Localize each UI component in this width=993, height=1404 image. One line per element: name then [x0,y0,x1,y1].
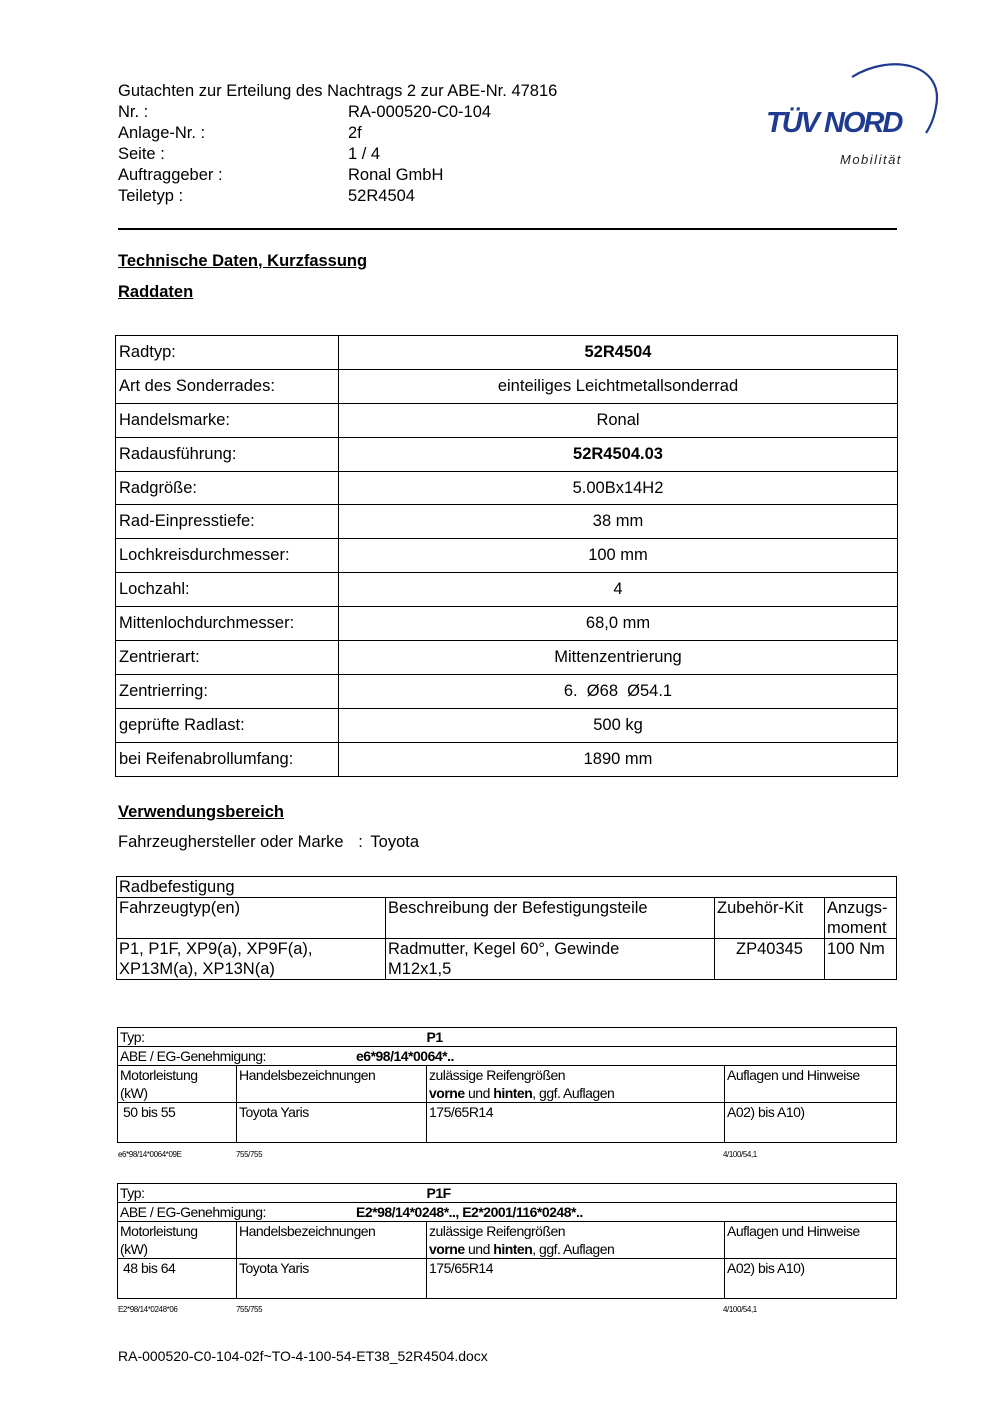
header-row-teiletyp [118,187,415,206]
row-label: Radtyp: [116,336,339,370]
raddaten-table [115,335,898,777]
and-label: und [464,1241,494,1257]
header-row-nr [118,103,491,122]
abe-value: E2*98/14*0248*.., E2*2001/116*0248*.. [356,1204,583,1220]
row-value: Mittenzentrierung [339,641,898,675]
front-label: vorne [429,1085,465,1101]
header-cell: Zubehör-Kit [715,898,825,939]
approval-code: E2*98/14*0248*06 [118,1305,178,1314]
row-label: geprüfte Radlast: [116,708,339,742]
conditions-label: , ggf. Auflagen [532,1241,615,1257]
manufacturer-separator: : [358,833,363,851]
power-cell: 50 bis 55 [118,1103,237,1143]
manufacturer-label: Fahrzeughersteller oder Marke [118,833,344,851]
row-label: Zentrierart: [116,641,339,675]
header-cell: Auflagen und Hinweise [725,1222,897,1259]
header-cell: Handelsbezeichnungen [237,1066,427,1103]
torque-cell: 100 Nm [825,939,897,980]
row-label: bei Reifenabrollumfang: [116,742,339,776]
header-value: Ronal GmbH [348,166,444,184]
table-row [116,437,898,471]
header-cell: Fahrzeugtyp(en) [117,898,386,939]
type-table-p1 [117,1027,897,1143]
header-line [429,1084,722,1102]
types-line: P1, P1F, XP9(a), XP9F(a), [119,940,313,958]
header-value: RA-000520-C0-104 [348,103,492,121]
header-line: (kW) [120,1085,148,1101]
table-row [116,336,898,370]
typ-value: P1F [427,1184,897,1203]
header-label: Nr. : [118,103,149,121]
row-value: 4 [339,573,898,607]
notes-cell: A02) bis A10) [725,1103,897,1143]
table-row [117,877,897,898]
row-value: Ronal [339,403,898,437]
kit-cell: ZP40345 [715,939,825,980]
logo-subtitle: Mobilität [840,152,902,167]
header-row-anlage [118,124,362,143]
row-label: Radausführung: [116,437,339,471]
header-line: zulässige Reifengrößen [429,1067,566,1083]
table-row [116,607,898,641]
logo-brand: TÜV NORD [766,107,902,139]
header-divider [118,228,897,230]
notes-cell: A02) bis A10) [725,1259,897,1299]
names-cell: Toyota Yaris [237,1259,427,1299]
header-cell [427,1066,725,1103]
header-cell: Auflagen und Hinweise [725,1066,897,1103]
type-table-p1f [117,1183,897,1299]
row-label: Lochkreisdurchmesser: [116,539,339,573]
abe-label: ABE / EG-Genehmigung: [120,1048,266,1064]
header-cell: Handelsbezeichnungen [237,1222,427,1259]
header-value: 52R4504 [348,187,415,205]
bolt-pattern-code: 4/100/54,1 [723,1305,757,1314]
table-row [116,369,898,403]
table-title: Radbefestigung [117,877,897,898]
table-row [116,708,898,742]
document-filename: RA-000520-C0-104-02f~TO-4-100-54-ET38_52R4504.docx [118,1348,488,1364]
and-label: und [464,1085,494,1101]
table-header-row [118,1222,897,1259]
rear-label: hinten [493,1241,533,1257]
table-row [116,505,898,539]
approval-code: e6*98/14*0064*09E [118,1150,182,1159]
tyres-cell: 175/65R14 [427,1103,725,1143]
conditions-label: , ggf. Auflagen [532,1085,615,1101]
header-row-auftraggeber [118,166,443,185]
section-title-verwendung: Verwendungsbereich [118,803,284,821]
header-value: 1 / 4 [348,145,381,163]
header-label: Anlage-Nr. : [118,124,206,142]
types-cell [117,939,386,980]
row-value: 1890 mm [339,742,898,776]
abe-cell [118,1047,897,1066]
document-title: Gutachten zur Erteilung des Nachtrags 2 zur ABE-Nr. 47816 [118,82,558,100]
row-value: 52R4504.03 [339,437,898,471]
header-cell: Beschreibung der Befestigungsteile [386,898,715,939]
table-row [118,1259,897,1299]
section-title-raddaten: Raddaten [118,283,194,301]
table-row [116,674,898,708]
row-value: 5.00Bx14H2 [339,471,898,505]
row-label: Lochzahl: [116,573,339,607]
row-label: Mittenlochdurchmesser: [116,607,339,641]
bolt-pattern-code: 4/100/54,1 [723,1150,757,1159]
header-label: Auftraggeber : [118,166,223,184]
section-title-tech: Technische Daten, Kurzfassung [118,252,368,270]
rear-label: hinten [493,1085,533,1101]
header-label: Teiletyp : [118,187,184,205]
table-header-row [117,898,897,939]
load-code: 755/755 [236,1150,263,1159]
table-row [118,1103,897,1143]
typ-value: P1 [427,1028,897,1047]
header-line: Anzugs- [827,899,888,917]
header-line: moment [827,919,887,937]
header-cell [118,1222,237,1259]
row-value: 68,0 mm [339,607,898,641]
names-cell: Toyota Yaris [237,1103,427,1143]
row-label: Rad-Einpresstiefe: [116,505,339,539]
table-row [118,1203,897,1222]
tuv-nord-logo [740,55,940,175]
table-row [116,539,898,573]
types-line: XP13M(a), XP13N(a) [119,960,275,978]
row-value: 6. Ø68 Ø54.1 [339,674,898,708]
header-line: Motorleistung [120,1067,198,1083]
power-cell: 48 bis 64 [118,1259,237,1299]
front-label: vorne [429,1241,465,1257]
tyres-cell: 175/65R14 [427,1259,725,1299]
header-cell [118,1066,237,1103]
table-row [116,403,898,437]
row-value: 52R4504 [339,336,898,370]
load-code: 755/755 [236,1305,263,1314]
row-value: 100 mm [339,539,898,573]
header-label: Seite : [118,145,165,163]
row-label: Art des Sonderrades: [116,369,339,403]
abe-cell [118,1203,897,1222]
typ-label: Typ: [118,1028,427,1047]
row-label: Handelsmarke: [116,403,339,437]
row-label: Radgröße: [116,471,339,505]
table-row [116,742,898,776]
table-row [116,573,898,607]
row-value: einteiliges Leichtmetallsonderrad [339,369,898,403]
row-label: Zentrierring: [116,674,339,708]
description-line: Radmutter, Kegel 60°, Gewinde [388,940,620,958]
table-row [118,1184,897,1203]
header-line: Motorleistung [120,1223,198,1239]
table-row [116,471,898,505]
radbefestigung-table [116,876,897,980]
manufacturer-value: Toyota [370,833,420,851]
abe-value: e6*98/14*0064*.. [356,1048,454,1064]
header-value: 2f [348,124,362,142]
typ-label: Typ: [118,1184,427,1203]
header-line: zulässige Reifengrößen [429,1223,566,1239]
row-value: 500 kg [339,708,898,742]
abe-label: ABE / EG-Genehmigung: [120,1204,266,1220]
table-row [118,1047,897,1066]
header-row-seite [118,145,380,164]
description-line: M12x1,5 [388,960,452,978]
header-line [429,1240,722,1258]
manufacturer-line [118,833,419,852]
table-header-row [118,1066,897,1103]
table-row [116,641,898,675]
row-value: 38 mm [339,505,898,539]
description-cell [386,939,715,980]
table-row [117,939,897,980]
table-row [118,1028,897,1047]
header-cell-torque [825,898,897,939]
header-line: (kW) [120,1241,148,1257]
header-cell [427,1222,725,1259]
